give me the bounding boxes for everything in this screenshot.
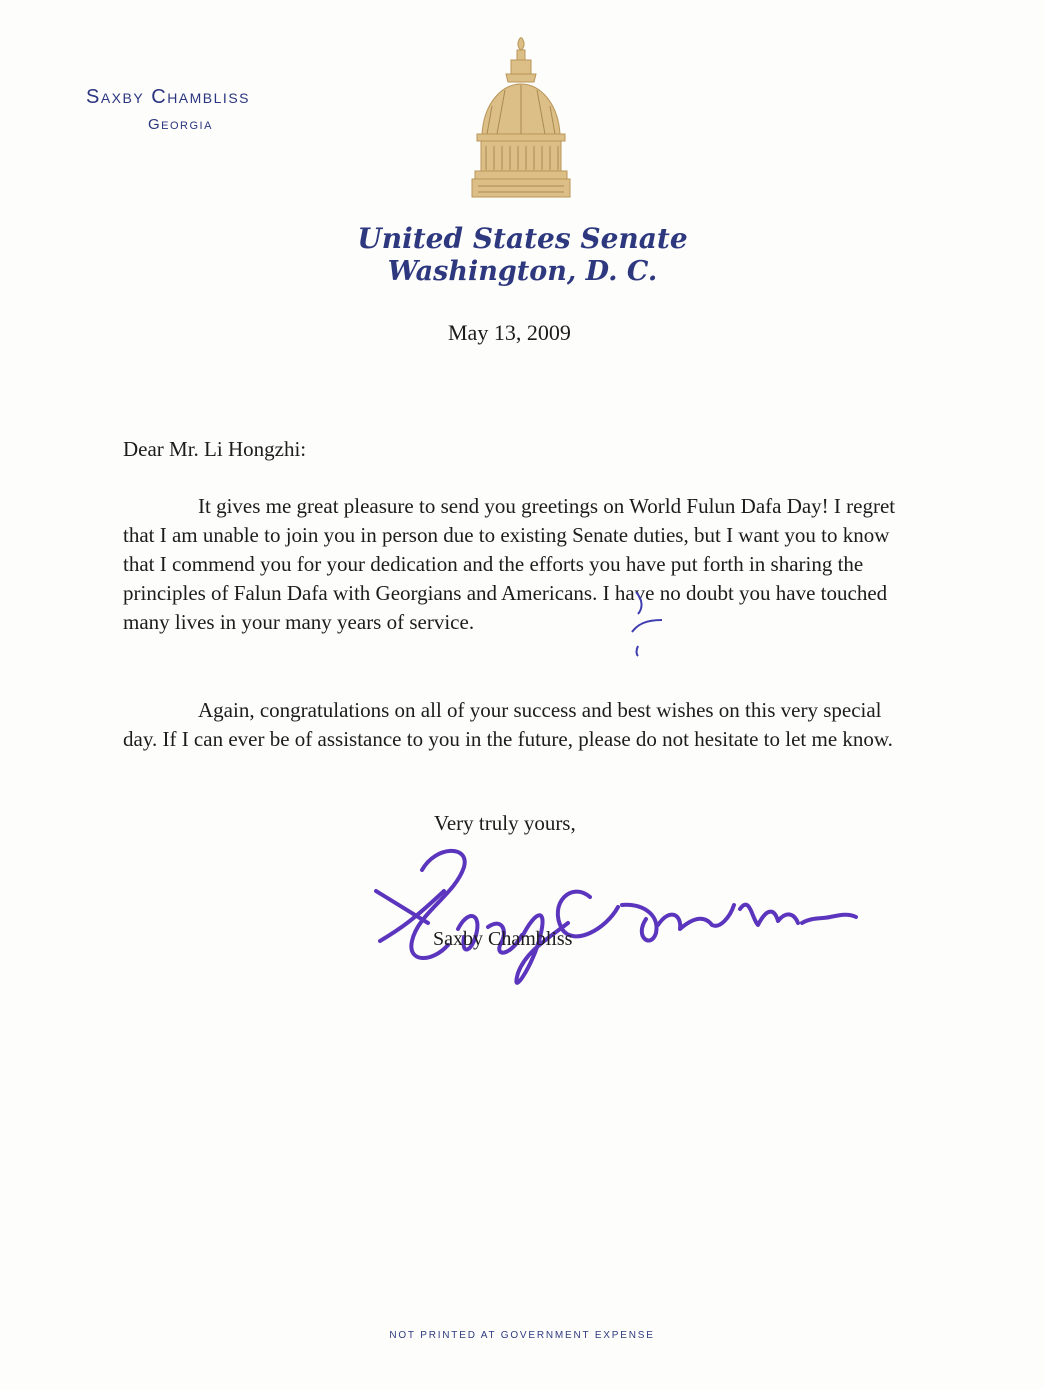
sender-state: Georgia (148, 116, 213, 133)
letterhead-senate: United States Senate (357, 222, 688, 255)
salutation: Dear Mr. Li Hongzhi: (123, 437, 307, 461)
body-paragraph-1: It gives me great pleasure to send you greetings on World Fulun Dafa Day! I regret that I am unable to join you in person due to existing Senate duties, but I want you to know that I commend you for your dedication and the efforts you have put forth in sharing the principles of Falun Dafa with Georgians and Americans. I have no doubt you have touched many lives in your many years of service. (123, 494, 896, 634)
signer-name: Saxby Chambliss (433, 928, 573, 950)
sender-name: Saxby Chambliss (86, 86, 250, 108)
handwritten-correction-mark (628, 590, 668, 660)
capitol-dome-icon (462, 34, 580, 200)
letterhead-city: Washington, D. C. (387, 256, 658, 287)
body-paragraph-2: Again, congratulations on all of your success and best wishes on this very special day. If I can ever be of assistance to you in the future, please do not hesitate to let me know. (123, 698, 893, 751)
closing-line: Very truly yours, (434, 811, 576, 835)
footer-disclaimer: NOT PRINTED AT GOVERNMENT EXPENSE (389, 1330, 655, 1341)
letterhead (350, 222, 695, 288)
handwritten-signature (360, 825, 880, 1005)
letter-date: May 13, 2009 (448, 320, 571, 345)
